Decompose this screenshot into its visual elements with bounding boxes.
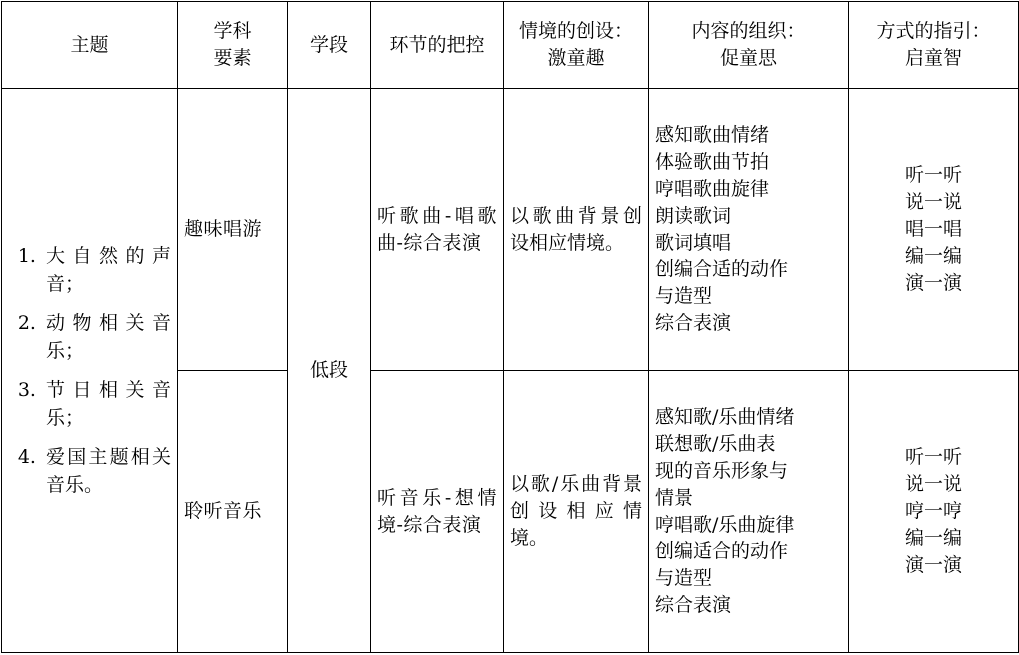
method-line: 编一编: [904, 526, 962, 549]
process-control-row2: 听音乐-想情境-综合表演: [371, 371, 504, 653]
content-line: 哼唱歌曲旋律: [655, 177, 770, 200]
list-item: 4. 爱国主题相关音乐。: [42, 443, 171, 500]
content-line: 哼唱歌/乐曲旋律: [655, 513, 795, 536]
subject-element-row2: 聆听音乐: [178, 371, 288, 653]
document-page: [0, 1, 1019, 655]
content-line: 联想歌/乐曲表: [655, 432, 776, 455]
content-line: 感知歌曲情绪: [655, 123, 770, 146]
header-theme: 主题: [2, 2, 178, 89]
header-subject-element: 学科 要素: [178, 2, 288, 89]
content-line: 现的音乐形象与: [655, 459, 789, 482]
method-line: 演一演: [904, 271, 962, 294]
table-body: [2, 89, 1019, 653]
method-line: 哼一哼: [904, 500, 962, 523]
context-creation-row1: 以歌曲背景创设相应情境。: [504, 89, 649, 371]
curriculum-table: [1, 1, 1019, 653]
content-line: 创编适合的动作: [655, 540, 789, 563]
table-row: [2, 89, 1019, 371]
subject-element-row1: 趣味唱游: [178, 89, 288, 371]
method-guidance-row2: [849, 371, 1019, 653]
list-item: 1. 大自然的声音；: [42, 242, 171, 299]
header-stage: 学段: [288, 2, 371, 89]
process-control-row1: 听歌曲-唱歌曲-综合表演: [371, 89, 504, 371]
method-guidance-row1: [849, 89, 1019, 371]
content-line: 歌词填唱: [655, 231, 732, 254]
method-line: 编一编: [904, 244, 962, 267]
theme-cell: [2, 89, 178, 653]
method-line: 唱一唱: [904, 218, 962, 241]
header-process-control: 环节的把控: [371, 2, 504, 89]
method-line: 听一听: [904, 164, 962, 187]
list-item: 3. 节日相关音乐；: [42, 376, 171, 433]
method-line: 说一说: [904, 473, 962, 496]
list-item: 2. 动物相关音乐；: [42, 309, 171, 366]
content-line: 与造型: [655, 567, 713, 590]
content-organization-row1: [649, 89, 849, 371]
content-line: 体验歌曲节拍: [655, 150, 770, 173]
method-line: 说一说: [904, 191, 962, 214]
content-line: 综合表演: [655, 312, 732, 335]
content-line: 与造型: [655, 285, 713, 308]
header-context-creation: 情境的创设： 激童趣: [504, 2, 649, 89]
theme-list: [8, 242, 171, 500]
content-line: 综合表演: [655, 594, 732, 617]
content-organization-row2: [649, 371, 849, 653]
content-line: 感知歌/乐曲情绪: [655, 405, 795, 428]
method-line: 演一演: [904, 553, 962, 576]
stage-cell: 低段: [288, 89, 371, 653]
content-line: 创编合适的动作: [655, 258, 789, 281]
table-header-row: [2, 2, 1019, 89]
content-line: 情景: [655, 486, 694, 509]
table-header: [2, 2, 1019, 89]
context-creation-row2: 以歌/乐曲背景创设相应情境。: [504, 371, 649, 653]
header-method-guidance: 方式的指引： 启童智: [849, 2, 1019, 89]
content-line: 朗读歌词: [655, 204, 732, 227]
method-line: 听一听: [904, 446, 962, 469]
header-content-organization: 内容的组织： 促童思: [649, 2, 849, 89]
